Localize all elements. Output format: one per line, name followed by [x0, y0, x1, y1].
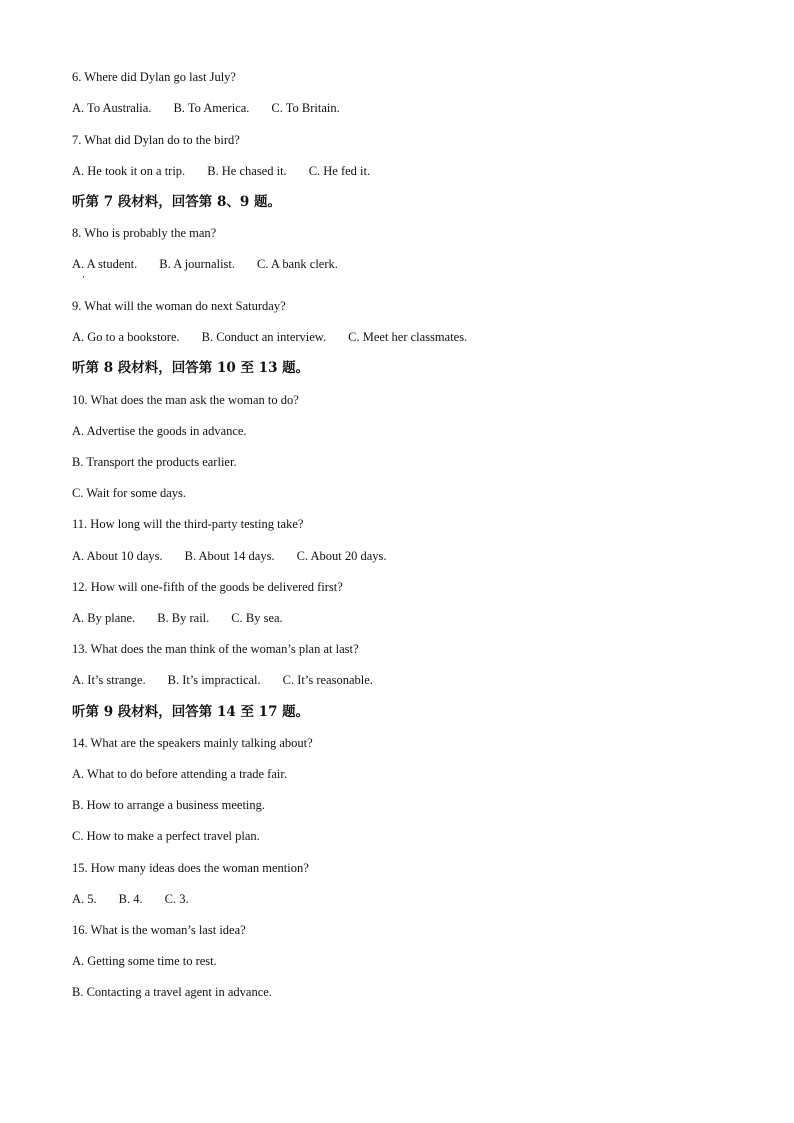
- question-line: B. Contacting a travel agent in advance.: [72, 985, 272, 999]
- question-line: C. How to make a perfect travel plan.: [72, 829, 260, 843]
- question-line: 12. How will one-fifth of the goods be delivered first?: [72, 580, 343, 594]
- answer-option: B. A journalist.: [159, 257, 235, 271]
- answer-option: A. About 10 days.: [72, 549, 163, 563]
- answer-option: C. He fed it.: [308, 164, 371, 178]
- answer-options-row: [72, 100, 362, 116]
- answer-option: C. By sea.: [231, 611, 283, 625]
- answer-options-row: [72, 891, 211, 907]
- question-line: A. What to do before attending a trade fair.: [72, 767, 287, 781]
- answer-options-row: [72, 163, 392, 179]
- question-line: 6. Where did Dylan go last July?: [72, 70, 236, 84]
- answer-options-row: [72, 672, 395, 688]
- answer-option: C. Meet her classmates.: [348, 330, 468, 344]
- question-line: B. How to arrange a business meeting.: [72, 798, 266, 812]
- answer-option: A. It’s strange.: [72, 673, 146, 687]
- answer-option: B. To America.: [173, 101, 250, 115]
- section-heading: 听第 9 段材料，回答第 14 至 17 题。: [72, 704, 310, 720]
- answer-option: A. Go to a bookstore.: [72, 330, 180, 344]
- answer-options-row: [72, 329, 489, 345]
- answer-option: A. He took it on a trip.: [72, 164, 186, 178]
- question-line: 8. Who is probably the man?: [72, 226, 217, 240]
- question-line: A. Advertise the goods in advance.: [72, 424, 247, 438]
- question-line: A. Getting some time to rest.: [72, 954, 217, 968]
- answer-option: B. About 14 days.: [184, 549, 275, 563]
- answer-option: A. A student.: [72, 257, 138, 271]
- answer-option: C. 3.: [164, 892, 189, 906]
- answer-option: B. By rail.: [157, 611, 210, 625]
- question-line: B. Transport the products earlier.: [72, 455, 237, 469]
- question-line: 16. What is the woman’s last idea?: [72, 923, 246, 937]
- answer-option: C. About 20 days.: [296, 549, 387, 563]
- answer-options-row: [72, 610, 305, 626]
- stray-mark: [83, 276, 84, 278]
- answer-option: C. A bank clerk.: [257, 257, 338, 271]
- section-heading: 听第 7 段材料，回答第 8、9 题。: [72, 194, 281, 210]
- answer-option: B. Conduct an interview.: [201, 330, 327, 344]
- answer-option: C. It’s reasonable.: [282, 673, 373, 687]
- question-line: 9. What will the woman do next Saturday?: [72, 299, 286, 313]
- answer-option: C. To Britain.: [271, 101, 340, 115]
- answer-options-row: [72, 548, 409, 564]
- question-line: 11. How long will the third-party testing take?: [72, 517, 304, 531]
- section-heading: 听第 8 段材料，回答第 10 至 13 题。: [72, 360, 310, 376]
- question-line: 15. How many ideas does the woman mention?: [72, 861, 309, 875]
- answer-option: A. To Australia.: [72, 101, 152, 115]
- question-line: 10. What does the man ask the woman to do?: [72, 393, 299, 407]
- question-line: C. Wait for some days.: [72, 486, 187, 500]
- question-line: 14. What are the speakers mainly talking about?: [72, 736, 313, 750]
- question-line: 13. What does the man think of the woman’s plan at last?: [72, 642, 359, 656]
- answer-option: B. He chased it.: [207, 164, 287, 178]
- answer-option: B. 4.: [118, 892, 143, 906]
- answer-options-row: [72, 256, 360, 272]
- question-line: 7. What did Dylan do to the bird?: [72, 133, 240, 147]
- answer-option: B. It’s impractical.: [167, 673, 261, 687]
- answer-option: A. By plane.: [72, 611, 136, 625]
- answer-option: A. 5.: [72, 892, 97, 906]
